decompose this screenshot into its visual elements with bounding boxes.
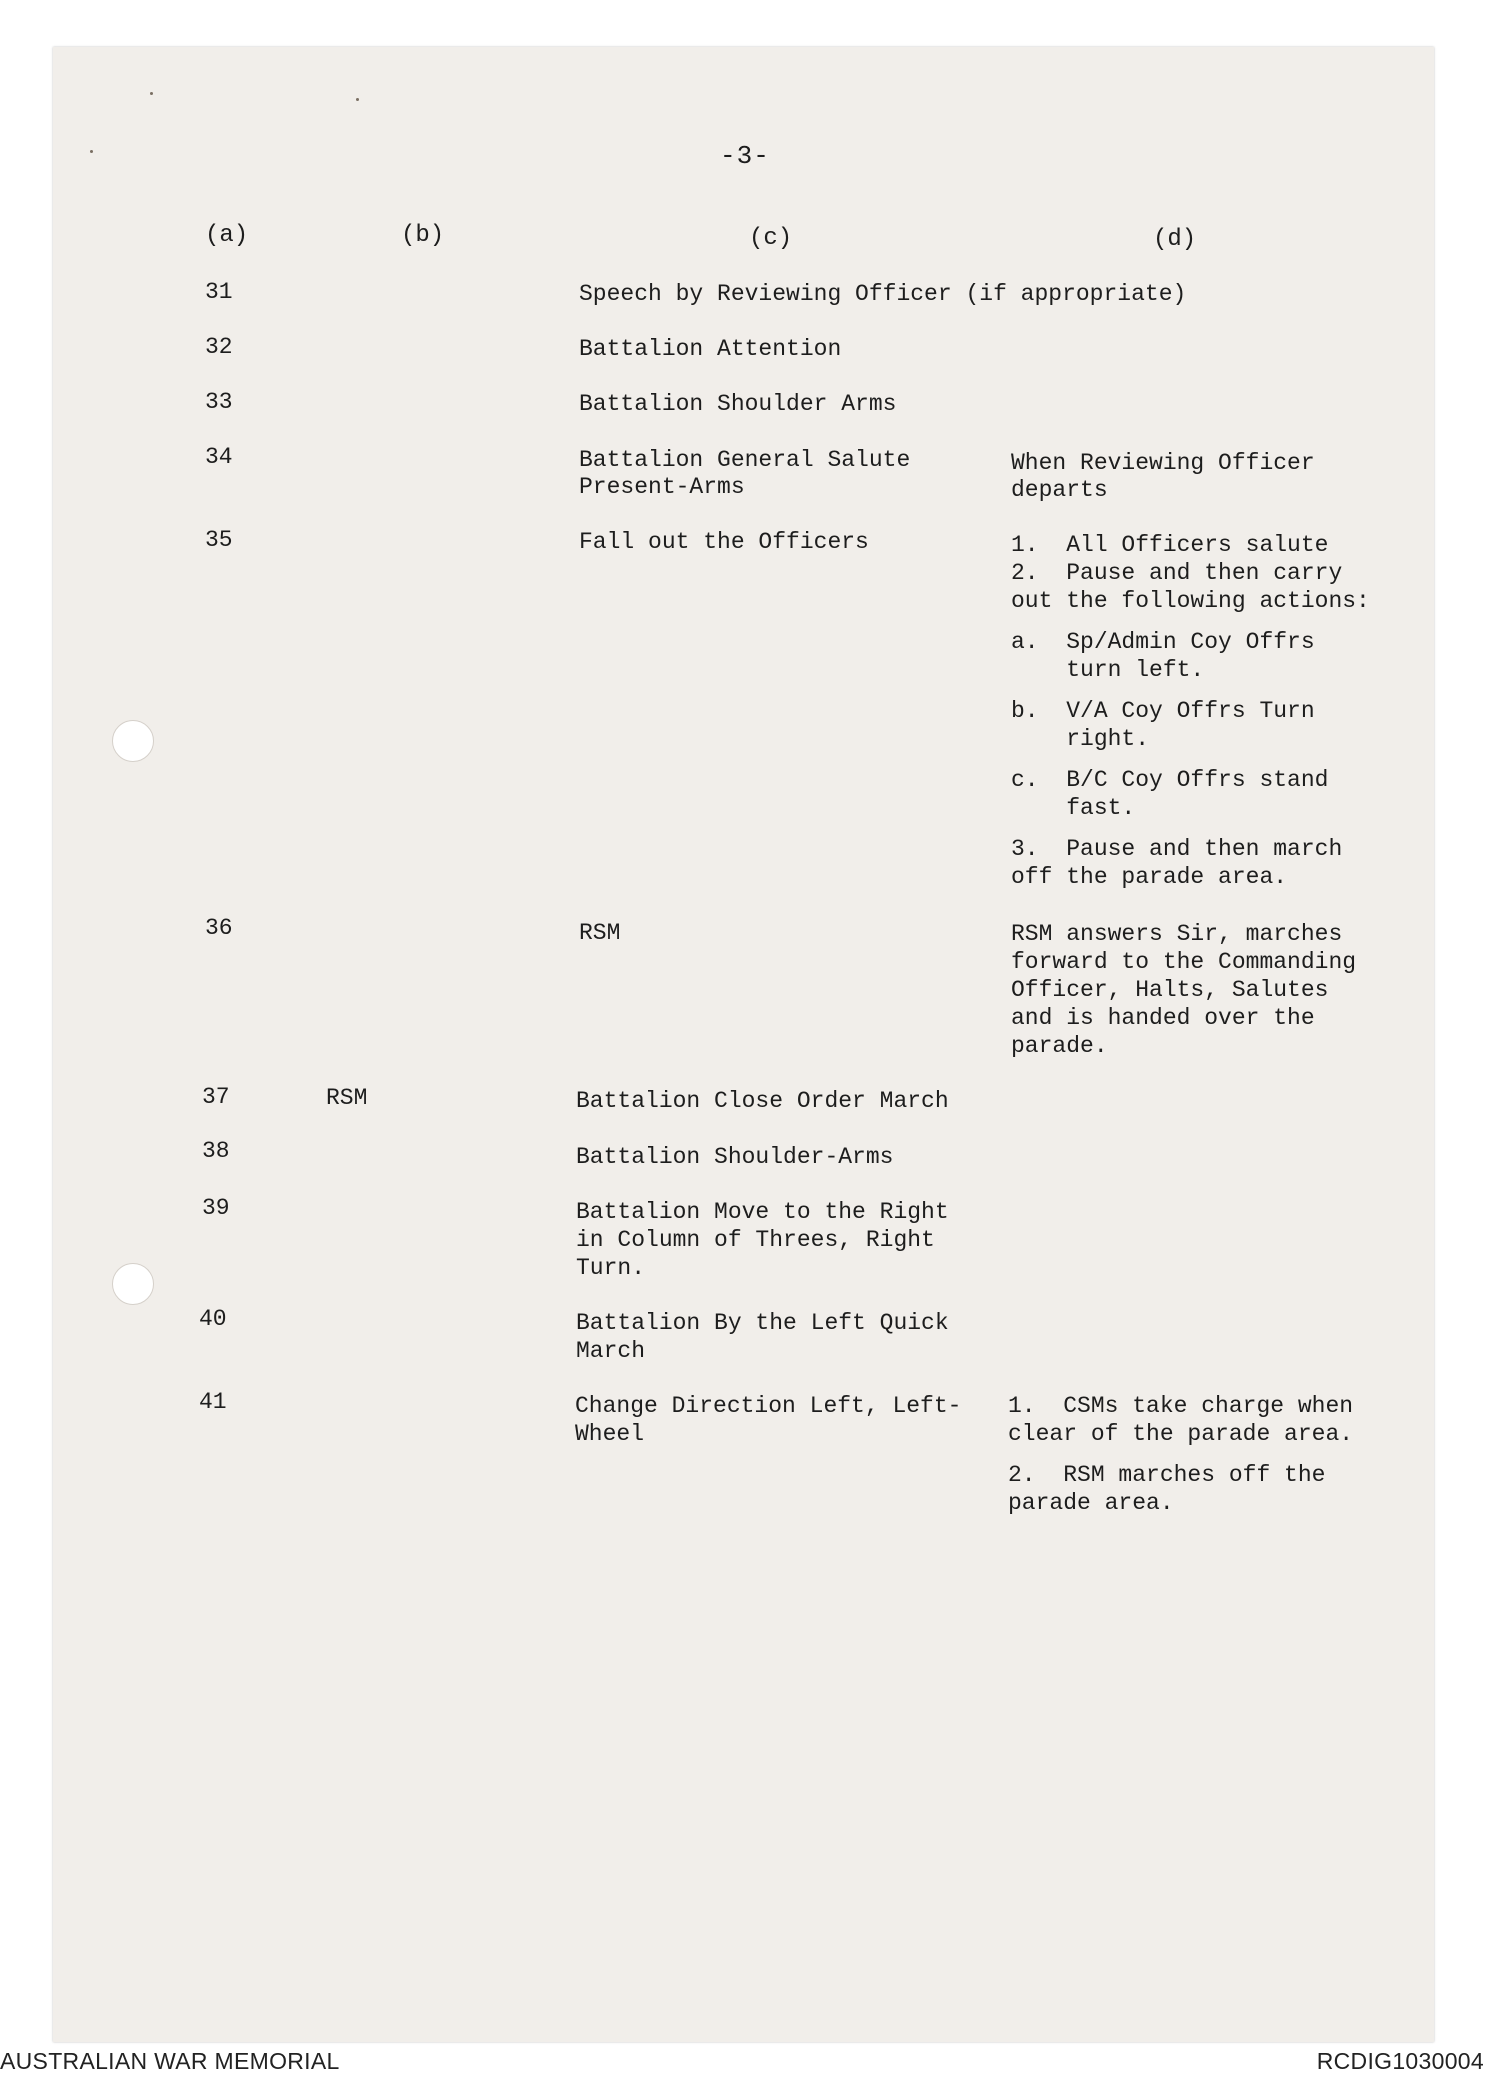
paper-speck — [90, 150, 93, 153]
column-header-d: (d) — [1153, 226, 1197, 253]
row-event-line: Present-Arms — [579, 474, 745, 500]
row-remark-line: out the following actions: — [1011, 588, 1370, 614]
row-number: 40 — [199, 1306, 227, 1332]
row-number: 37 — [202, 1084, 230, 1110]
row-number: 32 — [205, 334, 233, 360]
row-remark-line: RSM answers Sir, marches — [1011, 921, 1343, 947]
row-remark-line: When Reviewing Officer — [1011, 450, 1315, 476]
punch-hole-upper — [112, 720, 154, 762]
row-number: 36 — [205, 915, 233, 941]
row-event-line: Battalion By the Left Quick — [576, 1310, 949, 1336]
row-number: 35 — [205, 527, 233, 553]
row-event: Fall out the Officers — [579, 529, 869, 555]
row-remark-line: turn left. — [1011, 657, 1205, 683]
row-remark-line: 1. All Officers salute — [1011, 532, 1329, 558]
row-remark-line: fast. — [1011, 795, 1136, 821]
row-number: 41 — [199, 1389, 227, 1415]
paper-speck — [356, 98, 359, 101]
column-header-b: (b) — [401, 222, 445, 249]
column-header-c: (c) — [749, 225, 793, 252]
row-event: RSM — [579, 920, 621, 946]
row-remark-line: clear of the parade area. — [1008, 1421, 1354, 1447]
footer-archive-name: AUSTRALIAN WAR MEMORIAL — [0, 2048, 340, 2074]
row-number: 38 — [202, 1138, 230, 1164]
row-remark-line: c. B/C Coy Offrs stand — [1011, 767, 1329, 793]
row-remark-line: b. V/A Coy Offrs Turn — [1011, 698, 1315, 724]
row-event: Battalion Attention — [579, 336, 842, 362]
row-event: Speech by Reviewing Officer (if appropriate) — [579, 281, 1187, 307]
row-number: 33 — [205, 389, 233, 415]
punch-hole-lower — [112, 1263, 154, 1305]
row-event: Battalion Shoulder-Arms — [576, 1144, 894, 1170]
row-event: Battalion Shoulder Arms — [579, 391, 897, 417]
row-remark-line: departs — [1011, 477, 1108, 503]
row-remark-line: right. — [1011, 726, 1150, 752]
row-remark-line: off the parade area. — [1011, 864, 1288, 890]
row-event-line: Battalion General Salute — [579, 447, 911, 473]
row-event-line: Turn. — [576, 1255, 646, 1281]
row-remark-line: 1. CSMs take charge when — [1008, 1393, 1354, 1419]
row-responsible: RSM — [326, 1085, 368, 1111]
row-remark-line: parade area. — [1008, 1490, 1174, 1516]
row-event-line: Battalion Move to the Right — [576, 1199, 949, 1225]
paper-speck — [150, 92, 153, 95]
row-number: 39 — [202, 1195, 230, 1221]
row-event-line: Wheel — [575, 1421, 645, 1447]
page-number: -3- — [720, 141, 770, 171]
row-number: 34 — [205, 444, 233, 470]
row-remark-line: and is handed over the — [1011, 1005, 1315, 1031]
column-header-a: (a) — [205, 222, 249, 249]
row-event-line: March — [576, 1338, 646, 1364]
row-event-line: Change Direction Left, Left- — [575, 1393, 962, 1419]
row-number: 31 — [205, 279, 233, 305]
row-remark-line: forward to the Commanding — [1011, 949, 1357, 975]
row-remark-line: 2. RSM marches off the — [1008, 1462, 1326, 1488]
row-event-line: in Column of Threes, Right — [576, 1227, 935, 1253]
row-remark-line: 2. Pause and then carry — [1011, 560, 1343, 586]
row-remark-line: a. Sp/Admin Coy Offrs — [1011, 629, 1315, 655]
row-remark-line: 3. Pause and then march — [1011, 836, 1343, 862]
row-remark-line: Officer, Halts, Salutes — [1011, 977, 1329, 1003]
row-remark-line: parade. — [1011, 1033, 1108, 1059]
row-event: Battalion Close Order March — [576, 1088, 949, 1114]
footer-record-id: RCDIG1030004 — [1316, 2048, 1484, 2074]
